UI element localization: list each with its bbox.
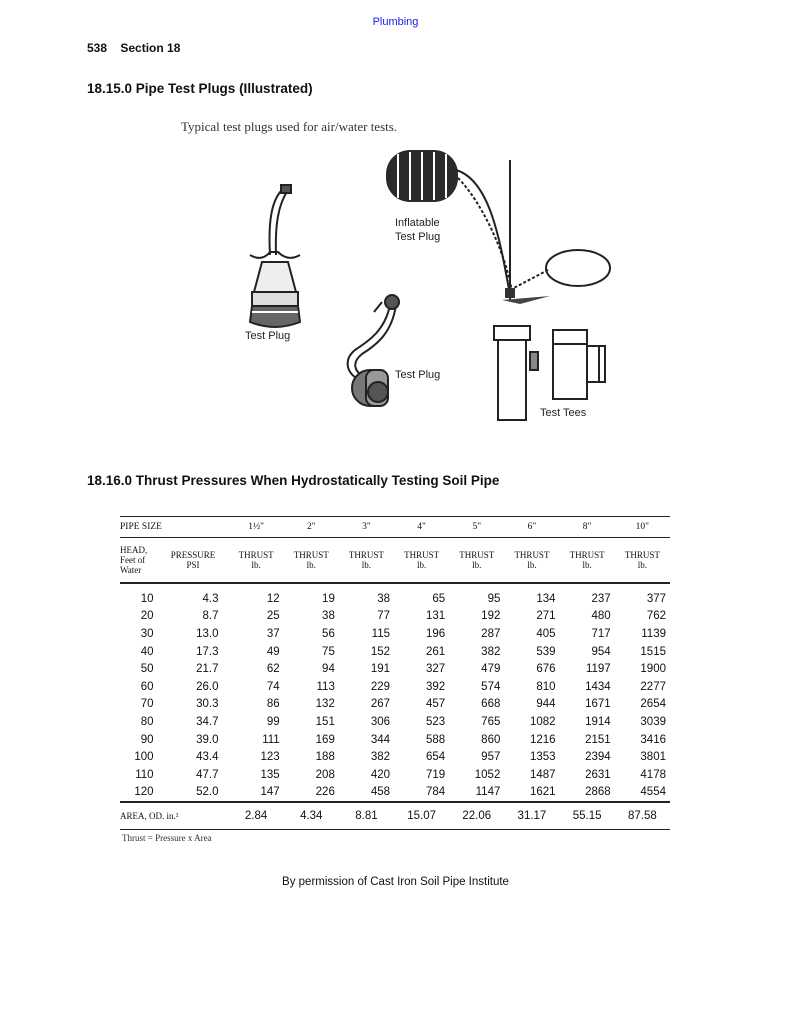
thrust-cell: 2277 (640, 680, 666, 693)
thrust-cell: 1671 (585, 698, 611, 711)
thrust-cell: 762 (646, 610, 666, 623)
head-cell: 30 (140, 627, 154, 640)
thrust-cell: 1147 (475, 786, 501, 799)
thrust-cell: 271 (536, 610, 556, 623)
thrust-cell: 382 (481, 645, 501, 658)
area-cell: 22.06 (449, 802, 504, 830)
thrust-cell: 65 (432, 592, 446, 605)
thrust-cell: 1621 (529, 786, 556, 799)
left-test-plug-drawing (250, 185, 300, 327)
head-cell: 70 (140, 698, 154, 711)
thrust-cell: 944 (536, 698, 556, 711)
pressure-column-header (158, 538, 229, 584)
header-line: THRUST (514, 550, 550, 560)
pipe-size-cell: 5" (449, 517, 504, 538)
header-line: PRESSURE (170, 550, 216, 560)
head-cell: 20 (140, 610, 154, 623)
label-inflatable-line1: Inflatable (395, 217, 440, 229)
thrust-cell: 111 (262, 733, 280, 746)
pipe-size-cell: 1½" (229, 517, 284, 538)
area-cell: 87.58 (615, 802, 670, 830)
header-line: lb. (472, 560, 482, 570)
head-column-header (120, 538, 158, 584)
thrust-column-header (284, 538, 339, 584)
thrust-cell: 94 (322, 663, 335, 676)
header-line: lb. (416, 560, 427, 570)
thrust-cell: 479 (481, 663, 501, 676)
thrust-cell: 131 (426, 610, 446, 623)
thrust-cell: 1139 (641, 627, 666, 640)
section-heading-thrust-pressures: 18.16.0 Thrust Pressures When Hydrostatically Testing Soil Pipe (87, 473, 500, 488)
label-test-plug-center: Test Plug (395, 369, 441, 381)
center-test-plug-drawing (348, 295, 399, 406)
thrust-cell: 392 (426, 680, 446, 693)
thrust-cell: 3039 (640, 715, 666, 728)
thrust-column-header (394, 538, 449, 584)
pipe-size-row (120, 517, 670, 538)
thrust-cell: 75 (322, 645, 335, 658)
pipe-size-cell: 4" (394, 517, 449, 538)
thrust-cell: 1216 (529, 733, 556, 746)
thrust-cell: 405 (536, 627, 556, 640)
header-line: THRUST (238, 550, 274, 560)
thrust-cell: 3416 (640, 733, 666, 746)
thrust-cell: 19 (322, 592, 335, 605)
pressure-cell: 39.0 (196, 733, 219, 746)
head-cell: 120 (134, 786, 154, 799)
thrust-cell: 49 (266, 645, 280, 658)
area-cell: 55.15 (560, 802, 615, 830)
section-label: Section 18 (120, 41, 181, 55)
thrust-cell: 539 (536, 645, 556, 658)
thrust-cell: 37 (266, 627, 280, 640)
pressure-cell: 43.4 (196, 751, 219, 764)
thrust-cell: 1900 (640, 663, 666, 676)
thrust-cell: 480 (591, 610, 611, 623)
pressure-cell: 26.0 (196, 680, 219, 693)
header-line: lb. (582, 560, 592, 570)
thrust-cell: 420 (370, 768, 391, 781)
head-cell: 90 (140, 733, 154, 746)
thrust-column-header (560, 538, 615, 584)
thrust-cell: 1052 (474, 768, 501, 781)
pressure-cell: 30.3 (196, 698, 219, 711)
head-cell: 50 (140, 663, 154, 676)
thrust-cell: 229 (370, 680, 391, 693)
pressure-cell: 47.7 (196, 768, 219, 781)
table-row (120, 643, 670, 661)
header-line: lb. (251, 560, 261, 570)
thrust-cell: 523 (426, 715, 446, 728)
thrust-cell: 377 (646, 592, 666, 605)
pressure-cell: 21.7 (196, 663, 219, 676)
thrust-cell: 261 (426, 645, 446, 658)
thrust-cell: 86 (266, 698, 280, 711)
thrust-cell: 196 (426, 627, 446, 640)
header-line: Feet of (120, 555, 146, 565)
thrust-cell: 2151 (585, 733, 611, 746)
thrust-cell: 62 (266, 663, 280, 676)
thrust-cell: 654 (426, 751, 446, 764)
area-label: AREA, OD. in.² (120, 802, 229, 830)
header-line: THRUST (569, 550, 605, 560)
thrust-cell: 784 (426, 786, 446, 799)
pressure-cell: 17.3 (196, 645, 219, 658)
area-cell: 8.81 (339, 802, 394, 830)
area-cell: 15.07 (394, 802, 449, 830)
head-cell: 80 (140, 715, 154, 728)
thrust-column-header (229, 538, 284, 584)
thrust-cell: 860 (481, 733, 501, 746)
table-row (120, 713, 670, 731)
thrust-cell: 954 (591, 645, 611, 658)
label-inflatable-line2: Test Plug (395, 231, 441, 243)
thrust-cell: 2394 (585, 751, 611, 764)
pipe-size-cell: 8" (560, 517, 615, 538)
pipe-size-cell: 2" (284, 517, 339, 538)
thrust-cell: 191 (370, 663, 391, 676)
area-cell: 2.84 (229, 802, 284, 830)
thrust-cell: 95 (487, 592, 501, 605)
table-row (120, 583, 670, 608)
thrust-cell: 4178 (640, 768, 666, 781)
header-line: THRUST (293, 550, 329, 560)
area-cell: 31.17 (504, 802, 559, 830)
thrust-cell: 152 (370, 645, 391, 658)
head-cell: 110 (135, 768, 154, 781)
head-cell: 100 (134, 751, 154, 764)
thrust-cell: 115 (371, 627, 391, 640)
pipe-size-cell: 10" (615, 517, 670, 538)
pressure-cell: 8.7 (202, 610, 219, 623)
table-row (120, 608, 670, 626)
pressure-cell: 52.0 (196, 786, 219, 799)
thrust-cell: 169 (315, 733, 335, 746)
table-row (120, 696, 670, 714)
thrust-pressure-table (120, 516, 670, 830)
header-line: THRUST (404, 550, 440, 560)
thrust-cell: 1353 (529, 751, 556, 764)
thrust-cell: 810 (536, 680, 556, 693)
thrust-cell: 2631 (585, 768, 611, 781)
label-inflatable-test-plug (395, 216, 440, 244)
header-line: THRUST (459, 550, 495, 560)
thrust-cell: 4554 (640, 786, 666, 799)
thrust-cell: 3801 (640, 751, 666, 764)
label-test-tees: Test Tees (540, 407, 587, 419)
thrust-cell: 38 (377, 592, 391, 605)
thrust-cell: 188 (315, 751, 335, 764)
header-line: HEAD, (120, 545, 148, 555)
permission-credit: By permission of Cast Iron Soil Pipe Institute (282, 876, 509, 888)
column-header-row (120, 538, 670, 584)
thrust-cell: 151 (315, 715, 335, 728)
area-cell: 4.34 (284, 802, 339, 830)
thrust-cell: 1197 (585, 663, 611, 676)
thrust-cell: 382 (370, 751, 391, 764)
thrust-cell: 192 (481, 610, 501, 623)
thrust-cell: 957 (481, 751, 501, 764)
thrust-cell: 717 (591, 627, 611, 640)
header-line: Water (120, 565, 142, 575)
header-line: THRUST (348, 550, 384, 560)
thrust-cell: 2868 (585, 786, 611, 799)
head-cell: 40 (140, 645, 154, 658)
table-row (120, 678, 670, 696)
thrust-cell: 457 (426, 698, 446, 711)
table-row (120, 625, 670, 643)
thrust-cell: 135 (260, 768, 280, 781)
thrust-cell: 765 (481, 715, 501, 728)
thrust-cell: 2654 (640, 698, 666, 711)
header-line: lb. (527, 560, 537, 570)
thrust-cell: 132 (315, 698, 335, 711)
header-line: lb. (361, 560, 372, 570)
thrust-cell: 344 (370, 733, 391, 746)
thrust-column-header (339, 538, 394, 584)
thrust-column-header (615, 538, 670, 584)
pressure-cell: 34.7 (196, 715, 219, 728)
thrust-cell: 327 (426, 663, 446, 676)
header-line: PSI (186, 560, 200, 570)
thrust-cell: 1914 (585, 715, 611, 728)
thrust-cell: 56 (322, 627, 335, 640)
thrust-cell: 25 (266, 610, 280, 623)
thrust-cell: 134 (536, 592, 556, 605)
thrust-cell: 12 (266, 592, 280, 605)
pipe-size-cell: 3" (339, 517, 394, 538)
thrust-cell: 123 (260, 751, 280, 764)
head-cell: 60 (140, 680, 154, 693)
thrust-cell: 306 (370, 715, 391, 728)
header-line: lb. (306, 560, 316, 570)
thrust-cell: 38 (322, 610, 335, 623)
pipe-size-cell: 6" (504, 517, 559, 538)
top-link-plumbing[interactable]: Plumbing (372, 16, 419, 28)
table-row (120, 748, 670, 766)
thrust-cell: 1082 (529, 715, 556, 728)
thrust-cell: 147 (260, 786, 280, 799)
thrust-cell: 287 (481, 627, 501, 640)
header-line: THRUST (624, 550, 660, 560)
figure-caption: Typical test plugs used for air/water tests. (181, 119, 398, 134)
thrust-cell: 676 (536, 663, 556, 676)
table-row (120, 660, 670, 678)
page-number: 538 (87, 41, 108, 55)
thrust-cell: 588 (426, 733, 446, 746)
head-cell: 10 (140, 592, 154, 605)
thrust-cell: 237 (591, 592, 611, 605)
thrust-cell: 1487 (529, 768, 556, 781)
thrust-cell: 99 (266, 715, 280, 728)
thrust-cell: 458 (370, 786, 391, 799)
thrust-cell: 574 (481, 680, 501, 693)
header-line: lb. (637, 560, 647, 570)
thrust-cell: 267 (370, 698, 391, 711)
table-row (120, 784, 670, 803)
label-test-plug-left: Test Plug (245, 330, 291, 342)
table-note: Thrust = Pressure x Area (122, 833, 212, 843)
pressure-cell: 13.0 (196, 627, 219, 640)
thrust-cell: 208 (315, 768, 335, 781)
thrust-cell: 226 (315, 786, 335, 799)
table-row (120, 766, 670, 784)
thrust-cell: 719 (426, 768, 446, 781)
area-row (120, 802, 670, 830)
thrust-cell: 1434 (585, 680, 611, 693)
table-row (120, 731, 670, 749)
thrust-cell: 668 (481, 698, 501, 711)
thrust-column-header (449, 538, 504, 584)
thrust-cell: 113 (316, 680, 335, 693)
thrust-cell: 1515 (640, 645, 666, 658)
section-heading-test-plugs: 18.15.0 Pipe Test Plugs (Illustrated) (87, 81, 313, 96)
pipe-size-label: PIPE SIZE (120, 517, 229, 538)
thrust-cell: 74 (266, 680, 280, 693)
pressure-cell: 4.3 (202, 592, 219, 605)
thrust-column-header (504, 538, 559, 584)
thrust-cell: 77 (377, 610, 391, 623)
